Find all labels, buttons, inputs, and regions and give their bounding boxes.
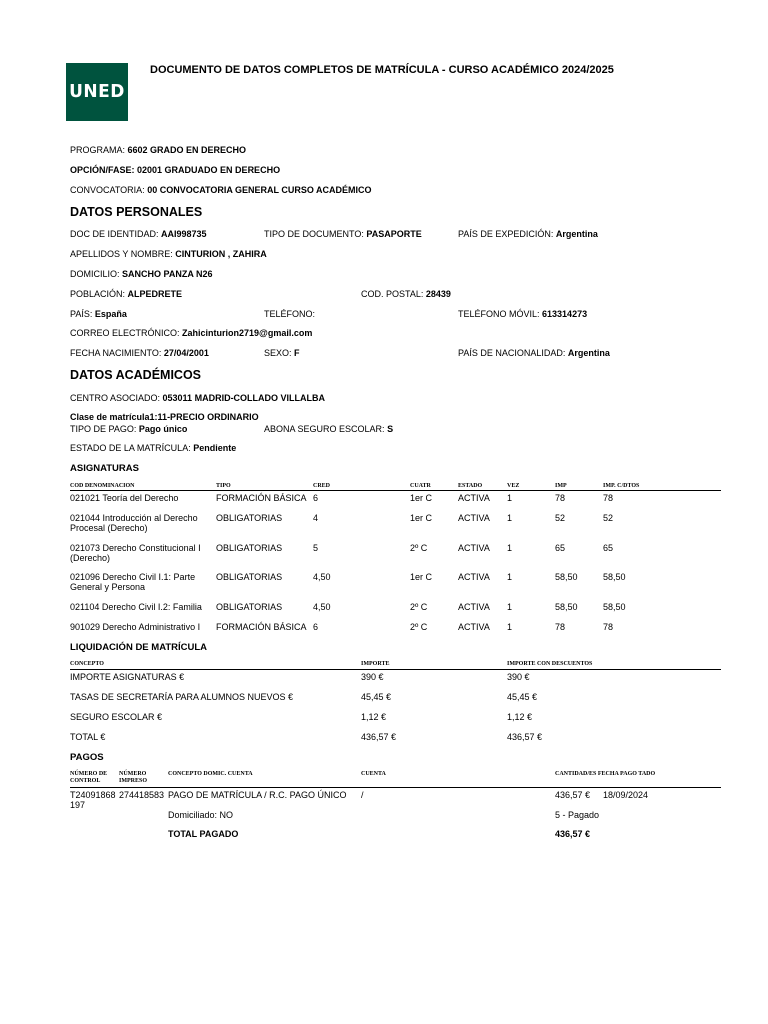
convocatoria-line	[70, 185, 372, 195]
cp-field	[361, 289, 451, 299]
doc-type-field	[264, 229, 422, 239]
cell-cred: 4	[313, 513, 319, 523]
uned-logo-text: UNED	[69, 81, 125, 103]
nacimiento-field	[70, 348, 209, 358]
pago-num-control: T24091868 197	[70, 790, 116, 810]
cell-imp-dtos: 58,50	[603, 572, 626, 582]
nacimiento-value: 27/04/2001	[163, 348, 209, 358]
cell-cuatr: 2º C	[410, 602, 428, 612]
cell-importe-dtos: 45,45 €	[507, 692, 538, 702]
sexo-field	[264, 348, 300, 358]
col-header-cred: CRED	[313, 483, 331, 489]
cell-imp: 78	[555, 622, 566, 632]
sexo-label: SEXO:	[264, 348, 292, 358]
cell-cod-denominacion: 021073 Derecho Constitucional I (Derecho)	[70, 543, 201, 563]
cell-vez: 1	[507, 622, 513, 632]
cell-importe: 390 €	[361, 672, 384, 682]
doc-type-value: PASAPORTE	[366, 229, 422, 239]
cell-concepto: TASAS DE SECRETARÍA PARA ALUMNOS NUEVOS €	[70, 692, 294, 702]
pago-cantidad: 436,57 €	[555, 790, 591, 800]
nacionalidad-field	[458, 348, 610, 358]
correo-label: CORREO ELECTRÓNICO:	[70, 328, 180, 338]
doc-id-value: AAI998735	[161, 229, 207, 239]
asignaturas-heading: ASIGNATURAS	[70, 463, 139, 474]
pagos-header-concepto: CONCEPTO DOMIC. CUENTA	[168, 771, 253, 777]
cell-cred: 5	[313, 543, 319, 553]
programa-label: PROGRAMA:	[70, 145, 126, 155]
pais-exp-label: PAÍS DE EXPEDICIÓN:	[458, 229, 554, 239]
pago-concepto: PAGO DE MATRÍCULA / R.C. PAGO ÚNICO	[168, 790, 347, 800]
estado-matricula-label: ESTADO DE LA MATRÍCULA:	[70, 443, 191, 453]
nombre-field	[70, 249, 267, 259]
cell-concepto: TOTAL €	[70, 732, 106, 742]
col-header-imp-dtos: IMP. C/DTOS	[603, 483, 640, 489]
clase-label: Clase de matrícula	[70, 412, 150, 422]
pais-label: PAÍS:	[70, 309, 93, 319]
cell-imp: 52	[555, 513, 566, 523]
cell-cuatr: 1er C	[410, 572, 433, 582]
cell-vez: 1	[507, 513, 513, 523]
poblacion-label: POBLACIÓN:	[70, 289, 126, 299]
doc-type-label: TIPO DE DOCUMENTO:	[264, 229, 364, 239]
cell-cred: 6	[313, 493, 319, 503]
col-header-cod: COD DENOMINACION	[70, 483, 135, 489]
pagos-heading: PAGOS	[70, 752, 104, 763]
pagos-header-num-control: NÚMERO DE CONTROL	[70, 771, 108, 784]
pago-estado: 5 - Pagado	[555, 810, 600, 820]
cell-cod-denominacion: 021044 Introducción al Derecho Procesal (Derecho)	[70, 513, 198, 533]
poblacion-field	[70, 289, 182, 299]
pago-num-impreso: 274418583	[119, 790, 165, 800]
cell-cod-denominacion: 021104 Derecho Civil I.2: Familia	[70, 602, 202, 612]
col-header-estado: ESTADO	[458, 483, 483, 489]
cell-tipo: FORMACIÓN BÁSICA	[216, 622, 307, 632]
telefono-field	[264, 309, 315, 319]
cell-imp: 78	[555, 493, 566, 503]
cell-cuatr: 2º C	[410, 622, 428, 632]
total-pagado-value: 436,57 €	[555, 829, 591, 839]
nacionalidad-label: PAÍS DE NACIONALIDAD:	[458, 348, 566, 358]
pago-field	[70, 424, 187, 434]
estado-matricula-field	[70, 443, 236, 453]
cell-cred: 6	[313, 622, 319, 632]
cell-imp: 58,50	[555, 602, 578, 612]
nacimiento-label: FECHA NACIMIENTO:	[70, 348, 162, 358]
pais-value: España	[94, 309, 127, 319]
doc-id-field	[70, 229, 207, 239]
cp-label: COD. POSTAL:	[361, 289, 424, 299]
cell-cuatr: 1er C	[410, 493, 433, 503]
centro-value: 053011 MADRID-COLLADO VILLALBA	[162, 393, 326, 403]
opcion-label: OPCIÓN/FASE:	[70, 165, 135, 175]
programa-line	[70, 145, 246, 155]
telefono-label: TELÉFONO:	[264, 309, 316, 319]
pais-exp-field	[458, 229, 598, 239]
col-header-cuatr: CUATR	[410, 483, 431, 489]
datos-personales-heading: DATOS PERSONALES	[70, 205, 203, 219]
cell-estado: ACTIVA	[458, 543, 490, 553]
centro-field	[70, 393, 325, 403]
cell-imp: 65	[555, 543, 566, 553]
cell-tipo: FORMACIÓN BÁSICA	[216, 493, 307, 503]
datos-academicos-heading: DATOS ACADÉMICOS	[70, 368, 202, 382]
cell-vez: 1	[507, 543, 513, 553]
cell-estado: ACTIVA	[458, 622, 490, 632]
opcion-line	[70, 165, 280, 175]
cell-imp-dtos: 78	[603, 493, 614, 503]
pago-fecha: 18/09/2024	[603, 790, 649, 800]
cell-estado: ACTIVA	[458, 602, 490, 612]
pago-cuenta: /	[361, 790, 364, 800]
seguro-value: S	[387, 424, 394, 434]
cell-imp-dtos: 65	[603, 543, 614, 553]
cell-importe: 436,57 €	[361, 732, 397, 742]
liq-header-concepto: CONCEPTO	[70, 661, 104, 667]
cell-importe-dtos: 390 €	[507, 672, 530, 682]
nacionalidad-value: Argentina	[567, 348, 610, 358]
opcion-value: 02001 GRADUADO EN DERECHO	[137, 165, 281, 175]
pais-exp-value: Argentina	[555, 229, 598, 239]
clase-field	[70, 412, 259, 422]
programa-value: 6602 GRADO EN DERECHO	[127, 145, 247, 155]
cell-tipo: OBLIGATORIAS	[216, 513, 283, 523]
pagos-header-num-impreso: NÚMERO IMPRESO	[119, 771, 148, 784]
col-header-imp: IMP	[555, 483, 567, 489]
cell-concepto: SEGURO ESCOLAR €	[70, 712, 163, 722]
cell-vez: 1	[507, 493, 513, 503]
nombre-label: APELLIDOS Y NOMBRE:	[70, 249, 173, 259]
liq-header-importe: IMPORTE	[361, 661, 390, 667]
cell-cred: 4,50	[313, 602, 331, 612]
nombre-value: CINTURION , ZAHIRA	[175, 249, 267, 259]
cell-tipo: OBLIGATORIAS	[216, 572, 283, 582]
convocatoria-value: 00 CONVOCATORIA GENERAL CURSO ACADÉMICO	[147, 185, 372, 195]
cell-cod-denominacion: 901029 Derecho Administrativo I	[70, 622, 201, 632]
seguro-field	[264, 424, 393, 434]
cell-concepto: IMPORTE ASIGNATURAS €	[70, 672, 185, 682]
cell-cod-denominacion: 021021 Teoría del Derecho	[70, 493, 179, 503]
col-header-vez: VEZ	[507, 483, 520, 489]
liquidacion-heading: LIQUIDACIÓN DE MATRÍCULA	[70, 642, 208, 653]
centro-label: CENTRO ASOCIADO:	[70, 393, 161, 403]
uned-logo	[66, 63, 128, 121]
cell-tipo: OBLIGATORIAS	[216, 543, 283, 553]
cell-imp-dtos: 58,50	[603, 602, 626, 612]
cell-cod-denominacion: 021096 Derecho Civil I.1: Parte General y Persona	[70, 572, 196, 592]
cell-estado: ACTIVA	[458, 493, 490, 503]
liq-header-importe-dtos: IMPORTE CON DESCUENTOS	[507, 661, 593, 667]
poblacion-value: ALPEDRETE	[127, 289, 183, 299]
cell-imp-dtos: 78	[603, 622, 614, 632]
seguro-label: ABONA SEGURO ESCOLAR:	[264, 424, 385, 434]
estado-matricula-value: Pendiente	[193, 443, 237, 453]
correo-field	[70, 328, 312, 338]
cell-estado: ACTIVA	[458, 513, 490, 523]
clase-value: 1:11-PRECIO ORDINARIO	[149, 412, 259, 422]
cell-cred: 4,50	[313, 572, 331, 582]
liquidacion-header-rule	[70, 669, 721, 670]
doc-id-label: DOC DE IDENTIDAD:	[70, 229, 159, 239]
pago-label: TIPO DE PAGO:	[70, 424, 137, 434]
pagos-header-rule	[70, 787, 721, 788]
cell-imp-dtos: 52	[603, 513, 614, 523]
asignaturas-header-rule	[70, 490, 721, 491]
cell-imp: 58,50	[555, 572, 578, 582]
cell-cuatr: 2º C	[410, 543, 428, 553]
pago-domiciliado: Domiciliado: NO	[168, 810, 234, 820]
pago-value: Pago único	[138, 424, 188, 434]
movil-field	[458, 309, 587, 319]
col-header-tipo: TIPO	[216, 483, 231, 489]
sexo-value: F	[294, 348, 300, 358]
cell-estado: ACTIVA	[458, 572, 490, 582]
domicilio-value: SANCHO PANZA N26	[122, 269, 213, 279]
pais-field	[70, 309, 127, 319]
cp-value: 28439	[425, 289, 451, 299]
cell-vez: 1	[507, 572, 513, 582]
pagos-header-cuenta: CUENTA	[361, 771, 386, 777]
cell-importe: 45,45 €	[361, 692, 392, 702]
convocatoria-label: CONVOCATORIA:	[70, 185, 145, 195]
cell-importe-dtos: 436,57 €	[507, 732, 543, 742]
cell-tipo: OBLIGATORIAS	[216, 602, 283, 612]
movil-value: 613314273	[542, 309, 588, 319]
cell-importe-dtos: 1,12 €	[507, 712, 533, 722]
cell-vez: 1	[507, 602, 513, 612]
domicilio-field	[70, 269, 213, 279]
domicilio-label: DOMICILIO:	[70, 269, 120, 279]
total-pagado-label: TOTAL PAGADO	[168, 829, 239, 839]
cell-importe: 1,12 €	[361, 712, 387, 722]
document-title: DOCUMENTO DE DATOS COMPLETOS DE MATRÍCULA - CURSO ACADÉMICO 2024/2025	[150, 64, 614, 76]
correo-value: Zahicinturion2719@gmail.com	[182, 328, 313, 338]
movil-label: TELÉFONO MÓVIL:	[458, 309, 540, 319]
cell-cuatr: 1er C	[410, 513, 433, 523]
pagos-header-cantidad: CANTIDAD/ES FECHA PAGO TADO	[555, 771, 656, 777]
